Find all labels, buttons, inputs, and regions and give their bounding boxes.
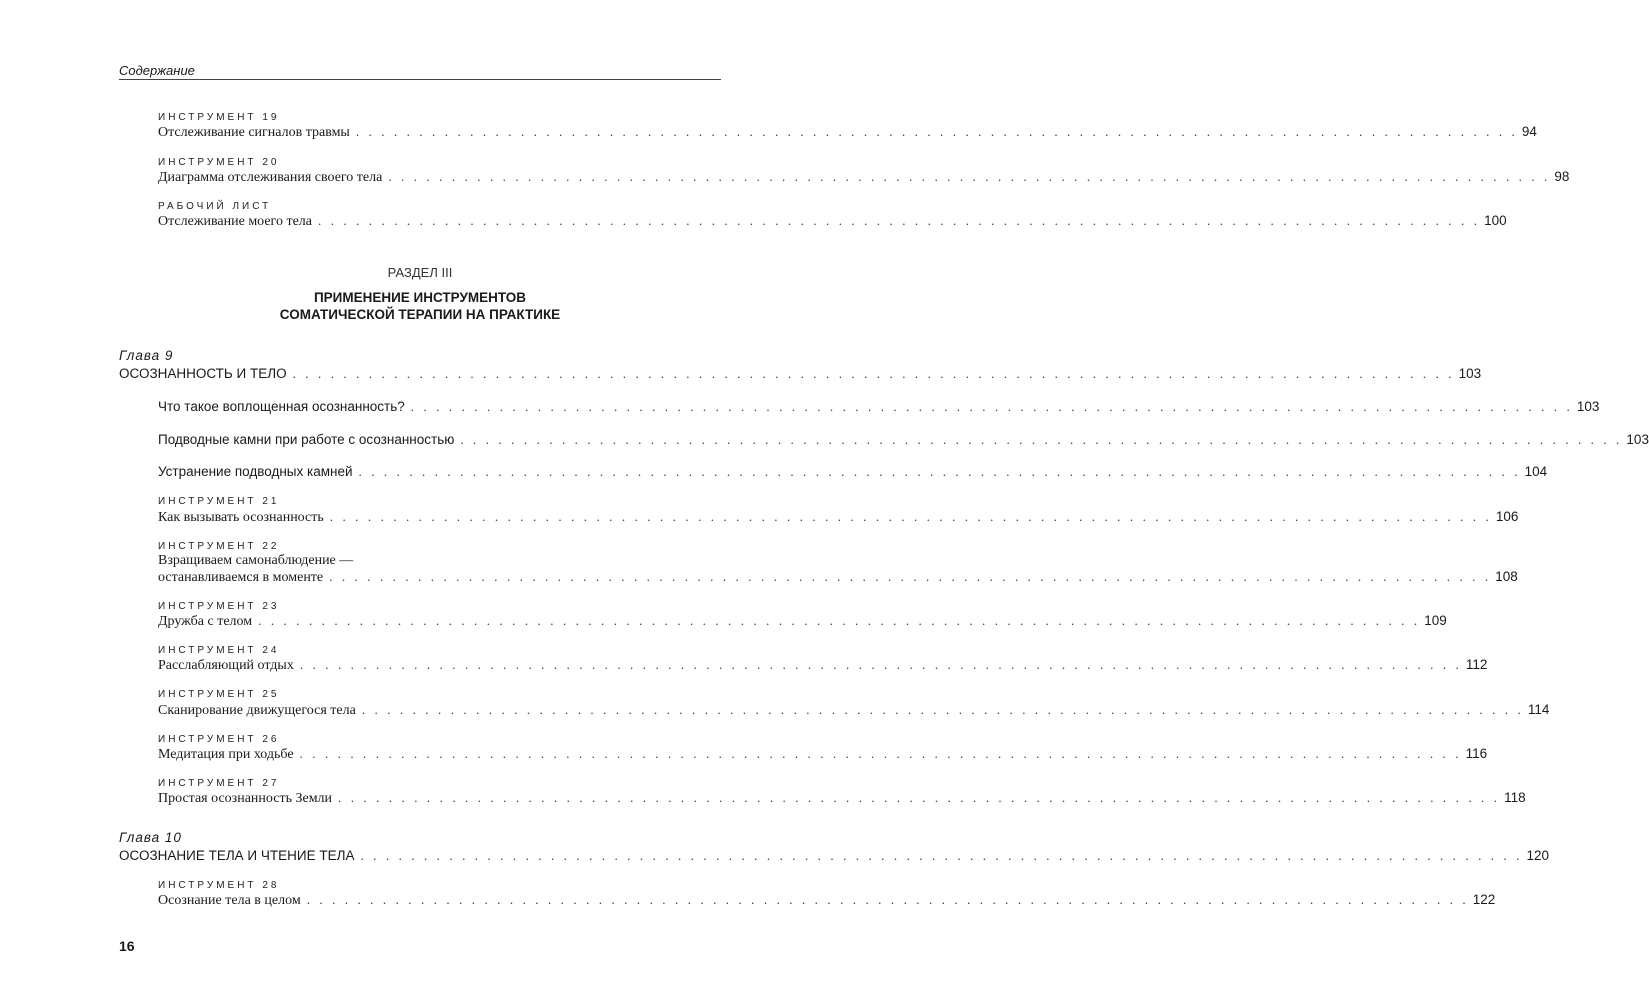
- toc-entry-label: ИНСТРУМЕНТ 19: [158, 112, 280, 123]
- section-title-line-1: ПРИМЕНЕНИЕ ИНСТРУМЕНТОВ: [313, 290, 527, 305]
- toc-entry-title: Диаграмма отслеживания своего тела: [158, 170, 383, 185]
- subsection-page: 103: [1626, 432, 1649, 447]
- chapter-title: ОСОЗНАННОСТЬ И ТЕЛО: [119, 366, 287, 381]
- toc-entry-label: ИНСТРУМЕНТ 24: [158, 645, 280, 656]
- toc-entry-label: ИНСТРУМЕНТ 25: [158, 689, 280, 700]
- dot-leader: . . . . . . . . . . . . . . . . . . . . . . . . . . . . . . . . . . . . . . . . . . . . . . . . . . . . . . . . . . . . . . . . . . . . . . . . . . . . . . . . . . . . . . . . . . . .: [410, 399, 1573, 414]
- chapter-page: 103: [1458, 366, 1482, 381]
- toc-entry-label: ИНСТРУМЕНТ 20: [158, 157, 280, 168]
- dot-leader: . . . . . . . . . . . . . . . . . . . . . . . . . . . . . . . . . . . . . . . . . . . . . . . . . . . . . . . . . . . . . . . . . . . . . . . . . . . . . . . . . . . . . . . . . . . .: [306, 892, 1469, 907]
- chapter-entry[interactable]: [119, 366, 1482, 382]
- toc-entry-title: Сканирование движущегося тела: [158, 703, 356, 718]
- chapter-entry[interactable]: [119, 848, 1550, 864]
- page-number: 16: [119, 938, 135, 954]
- running-head: Содержание: [119, 63, 195, 78]
- toc-entry[interactable]: [158, 702, 1550, 719]
- toc-entry-title: Дружба с телом: [158, 614, 253, 629]
- dot-leader: . . . . . . . . . . . . . . . . . . . . . . . . . . . . . . . . . . . . . . . . . . . . . . . . . . . . . . . . . . . . . . . . . . . . . . . . . . . . . . . . . . . . . . . . . . . .: [329, 509, 1492, 524]
- toc-entry-title: Расслабляющий отдых: [158, 658, 294, 673]
- toc-entry[interactable]: [158, 509, 1519, 526]
- subsection-title: Что такое воплощенная осознанность?: [158, 399, 405, 414]
- toc-entry[interactable]: [158, 169, 1570, 186]
- subsection-page: 104: [1524, 464, 1548, 479]
- toc-subsection[interactable]: [158, 399, 1600, 415]
- dot-leader: . . . . . . . . . . . . . . . . . . . . . . . . . . . . . . . . . . . . . . . . . . . . . . . . . . . . . . . . . . . . . . . . . . . . . . . . . . . . . . . . . . . . . . . . . . . .: [299, 746, 1462, 761]
- dot-leader: . . . . . . . . . . . . . . . . . . . . . . . . . . . . . . . . . . . . . . . . . . . . . . . . . . . . . . . . . . . . . . . . . . . . . . . . . . . . . . . . . . . . . . . . . . . .: [329, 569, 1492, 584]
- toc-entry[interactable]: [158, 892, 1496, 909]
- toc-entry-page: 94: [1521, 124, 1537, 139]
- toc-entry[interactable]: [158, 657, 1488, 674]
- toc-entry-title: останавливаемся в моменте: [158, 570, 324, 585]
- toc-entry-title: Осознание тела в целом: [158, 893, 301, 908]
- toc-entry-page: 122: [1472, 892, 1496, 907]
- toc-entry-page: 116: [1465, 746, 1488, 761]
- section-title-line-2: СОМАТИЧЕСКОЙ ТЕРАПИИ НА ПРАКТИКЕ: [279, 307, 561, 322]
- toc-entry-label: ИНСТРУМЕНТ 26: [158, 734, 280, 745]
- toc-entry-page: 106: [1495, 509, 1519, 524]
- toc-entry-page: 108: [1495, 569, 1518, 584]
- toc-entry-title: Отслеживание моего тела: [158, 214, 312, 229]
- toc-entry-title: Как вызывать осознанность: [158, 510, 324, 525]
- toc-entry-label: ИНСТРУМЕНТ 21: [158, 496, 280, 507]
- section-label: РАЗДЕЛ III: [387, 265, 453, 280]
- toc-entry-label: ИНСТРУМЕНТ 22: [158, 541, 280, 552]
- toc-entry-page: 98: [1554, 169, 1570, 184]
- toc-entry[interactable]: [158, 746, 1488, 763]
- toc-entry-title-line-1[interactable]: [158, 553, 721, 569]
- subsection-title: Подводные камни при работе с осознанностью: [158, 432, 455, 447]
- chapter-label: Глава 9: [119, 348, 174, 363]
- header-divider: [119, 79, 721, 80]
- toc-entry[interactable]: [158, 790, 1526, 807]
- dot-leader: . . . . . . . . . . . . . . . . . . . . . . . . . . . . . . . . . . . . . . . . . . . . . . . . . . . . . . . . . . . . . . . . . . . . . . . . . . . . . . . . . . . . . . . . . . . .: [299, 657, 1462, 672]
- toc-entry-title: Медитация при ходьбе: [158, 747, 294, 762]
- toc-entry-title-first-line: Взращиваем самонаблюдение —: [158, 553, 354, 568]
- toc-entry-label: ИНСТРУМЕНТ 28: [158, 880, 280, 891]
- chapter-title: ОСОЗНАНИЕ ТЕЛА И ЧТЕНИЕ ТЕЛА: [119, 848, 355, 863]
- toc-entry-label: ИНСТРУМЕНТ 23: [158, 601, 280, 612]
- dot-leader: . . . . . . . . . . . . . . . . . . . . . . . . . . . . . . . . . . . . . . . . . . . . . . . . . . . . . . . . . . . . . . . . . . . . . . . . . . . . . . . . . . . . . . . . . . . .: [338, 790, 1501, 805]
- dot-leader: . . . . . . . . . . . . . . . . . . . . . . . . . . . . . . . . . . . . . . . . . . . . . . . . . . . . . . . . . . . . . . . . . . . . . . . . . . . . . . . . . . . . . . . . . . . .: [460, 432, 1623, 447]
- toc-entry-label: РАБОЧИЙ ЛИСТ: [158, 201, 272, 212]
- dot-leader: . . . . . . . . . . . . . . . . . . . . . . . . . . . . . . . . . . . . . . . . . . . . . . . . . . . . . . . . . . . . . . . . . . . . . . . . . . . . . . . . . . . . . . . . . . . .: [292, 366, 1455, 381]
- toc-entry-title: Отслеживание сигналов травмы: [158, 125, 350, 140]
- chapter-page: 120: [1526, 848, 1550, 863]
- chapter-label: Глава 10: [119, 830, 182, 845]
- dot-leader: . . . . . . . . . . . . . . . . . . . . . . . . . . . . . . . . . . . . . . . . . . . . . . . . . . . . . . . . . . . . . . . . . . . . . . . . . . . . . . . . . . . . . . . . . . . .: [361, 702, 1524, 717]
- subsection-title: Устранение подводных камней: [158, 464, 353, 479]
- toc-subsection[interactable]: [158, 432, 1649, 448]
- toc-subsection[interactable]: [158, 464, 1548, 480]
- toc-entry[interactable]: [158, 613, 1447, 630]
- toc-entry-page: 118: [1504, 790, 1526, 805]
- dot-leader: . . . . . . . . . . . . . . . . . . . . . . . . . . . . . . . . . . . . . . . . . . . . . . . . . . . . . . . . . . . . . . . . . . . . . . . . . . . . . . . . . . . . . . . . . . . .: [318, 213, 1481, 228]
- dot-leader: . . . . . . . . . . . . . . . . . . . . . . . . . . . . . . . . . . . . . . . . . . . . . . . . . . . . . . . . . . . . . . . . . . . . . . . . . . . . . . . . . . . . . . . . . . . .: [388, 169, 1551, 184]
- toc-entry[interactable]: [158, 124, 1537, 141]
- subsection-page: 103: [1576, 399, 1600, 414]
- toc-entry[interactable]: [158, 569, 1518, 586]
- toc-entry-page: 109: [1424, 613, 1447, 628]
- toc-entry-page: 100: [1484, 213, 1507, 228]
- dot-leader: . . . . . . . . . . . . . . . . . . . . . . . . . . . . . . . . . . . . . . . . . . . . . . . . . . . . . . . . . . . . . . . . . . . . . . . . . . . . . . . . . . . . . . . . . . . .: [258, 613, 1421, 628]
- toc-entry-label: ИНСТРУМЕНТ 27: [158, 778, 280, 789]
- dot-leader: . . . . . . . . . . . . . . . . . . . . . . . . . . . . . . . . . . . . . . . . . . . . . . . . . . . . . . . . . . . . . . . . . . . . . . . . . . . . . . . . . . . . . . . . . . . .: [355, 124, 1518, 139]
- toc-entry-page: 114: [1527, 702, 1550, 717]
- dot-leader: . . . . . . . . . . . . . . . . . . . . . . . . . . . . . . . . . . . . . . . . . . . . . . . . . . . . . . . . . . . . . . . . . . . . . . . . . . . . . . . . . . . . . . . . . . . .: [360, 848, 1523, 863]
- toc-entry-page: 112: [1465, 657, 1488, 672]
- toc-entry[interactable]: [158, 213, 1507, 230]
- dot-leader: . . . . . . . . . . . . . . . . . . . . . . . . . . . . . . . . . . . . . . . . . . . . . . . . . . . . . . . . . . . . . . . . . . . . . . . . . . . . . . . . . . . . . . . . . . . .: [358, 464, 1521, 479]
- toc-entry-title: Простая осознанность Земли: [158, 791, 333, 806]
